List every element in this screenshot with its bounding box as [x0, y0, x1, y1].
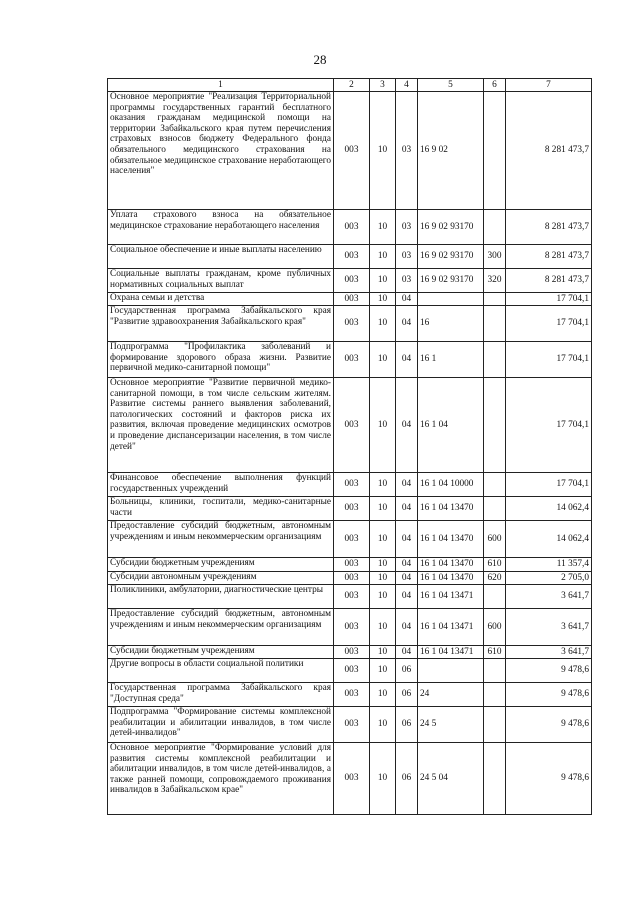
row-description: Социальное обеспечение и иные выплаты населению [108, 245, 334, 269]
target-article-code: 16 1 04 10000 [418, 473, 484, 497]
ministry-code: 003 [334, 585, 370, 609]
target-article-code [418, 293, 484, 306]
row-description: Субсидии бюджетным учреждениям [108, 558, 334, 572]
section-code: 10 [370, 245, 396, 269]
section-code: 10 [370, 707, 396, 743]
row-description: Больницы, клиники, госпитали, медико-санитарные части [108, 497, 334, 521]
section-code: 10 [370, 743, 396, 815]
ministry-code: 003 [334, 609, 370, 646]
amount: 8 281 473,7 [506, 269, 592, 293]
amount: 17 704,1 [506, 342, 592, 378]
target-article-code: 24 [418, 683, 484, 707]
ministry-code: 003 [334, 210, 370, 245]
row-description: Уплата страхового взноса на обязательное медицинское страхование неработающего населения [108, 210, 334, 245]
target-article-code: 16 9 02 [418, 92, 484, 210]
ministry-code: 003 [334, 306, 370, 342]
table-row [108, 497, 592, 521]
section-code: 10 [370, 210, 396, 245]
table-row [108, 293, 592, 306]
table-row [108, 585, 592, 609]
amount: 14 062,4 [506, 497, 592, 521]
subsection-code: 04 [396, 521, 418, 558]
target-article-code: 16 9 02 93170 [418, 210, 484, 245]
table-row [108, 659, 592, 683]
row-description: Поликлиники, амбулатории, диагностические центры [108, 585, 334, 609]
row-description: Основное мероприятие "Реализация Территориальной программы государственных гарантий бесплатного оказания гражданам медицинской помощи на территории Забайкальского края путем перечисления страховых взносов бюджету Федерального фонда обязательного медицинского страхования на обязательное медицинское страхование неработающего населения" [108, 92, 334, 210]
section-code: 10 [370, 609, 396, 646]
target-article-code: 16 9 02 93170 [418, 245, 484, 269]
table-row [108, 609, 592, 646]
section-code: 10 [370, 585, 396, 609]
expense-type-code: 600 [484, 521, 506, 558]
row-description: Субсидии бюджетным учреждениям [108, 646, 334, 659]
amount: 8 281 473,7 [506, 210, 592, 245]
budget-table [107, 78, 592, 815]
table-row [108, 646, 592, 659]
row-description: Основное мероприятие "Развитие первичной медико-санитарной помощи, в том числе сельским жителям. Развитие системы раннего выявления заболеваний, патологических состояний и факторов риска их развития, включая проведение медицинских осмотров и проведение диспансеризации населения, в том числе детей" [108, 378, 334, 473]
row-description: Охрана семьи и детства [108, 293, 334, 306]
target-article-code: 24 5 04 [418, 743, 484, 815]
amount: 9 478,6 [506, 707, 592, 743]
row-description: Социальные выплаты гражданам, кроме публичных нормативных социальных выплат [108, 269, 334, 293]
ministry-code: 003 [334, 293, 370, 306]
ministry-code: 003 [334, 245, 370, 269]
target-article-code: 16 1 04 13470 [418, 558, 484, 572]
table-row [108, 572, 592, 585]
expense-type-code: 610 [484, 646, 506, 659]
amount: 9 478,6 [506, 683, 592, 707]
table-row [108, 306, 592, 342]
section-code: 10 [370, 473, 396, 497]
amount: 9 478,6 [506, 743, 592, 815]
table-header-row [108, 79, 592, 92]
amount: 3 641,7 [506, 646, 592, 659]
target-article-code: 16 1 [418, 342, 484, 378]
subsection-code: 06 [396, 659, 418, 683]
section-code: 10 [370, 683, 396, 707]
amount: 2 705,0 [506, 572, 592, 585]
amount: 3 641,7 [506, 585, 592, 609]
row-description: Субсидии автономным учреждениям [108, 572, 334, 585]
ministry-code: 003 [334, 521, 370, 558]
expense-type-code [484, 743, 506, 815]
ministry-code: 003 [334, 646, 370, 659]
subsection-code: 06 [396, 743, 418, 815]
subsection-code: 03 [396, 92, 418, 210]
ministry-code: 003 [334, 473, 370, 497]
section-code: 10 [370, 269, 396, 293]
expense-type-code: 620 [484, 572, 506, 585]
table-row [108, 707, 592, 743]
subsection-code: 03 [396, 245, 418, 269]
section-code: 10 [370, 646, 396, 659]
target-article-code [418, 659, 484, 683]
subsection-code: 04 [396, 293, 418, 306]
target-article-code: 16 1 04 13470 [418, 572, 484, 585]
expense-type-code: 320 [484, 269, 506, 293]
column-header: 6 [484, 79, 506, 92]
target-article-code: 24 5 [418, 707, 484, 743]
expense-type-code [484, 378, 506, 473]
row-description: Государственная программа Забайкальского края "Развитие здравоохранения Забайкальского края" [108, 306, 334, 342]
table-row [108, 210, 592, 245]
column-header: 4 [396, 79, 418, 92]
subsection-code: 04 [396, 646, 418, 659]
table-row [108, 558, 592, 572]
expense-type-code: 600 [484, 609, 506, 646]
table-row [108, 473, 592, 497]
column-header: 2 [334, 79, 370, 92]
amount: 14 062,4 [506, 521, 592, 558]
expense-type-code [484, 473, 506, 497]
target-article-code: 16 1 04 13471 [418, 609, 484, 646]
row-description: Предоставление субсидий бюджетным, автономным учреждениям и иным некоммерческим организациям [108, 521, 334, 558]
ministry-code: 003 [334, 378, 370, 473]
expense-type-code [484, 293, 506, 306]
table-row [108, 743, 592, 815]
section-code: 10 [370, 92, 396, 210]
subsection-code: 04 [396, 558, 418, 572]
ministry-code: 003 [334, 497, 370, 521]
table-row [108, 92, 592, 210]
expense-type-code [484, 659, 506, 683]
target-article-code: 16 1 04 13470 [418, 497, 484, 521]
ministry-code: 003 [334, 683, 370, 707]
ministry-code: 003 [334, 92, 370, 210]
ministry-code: 003 [334, 707, 370, 743]
row-description: Основное мероприятие "Формирование условий для развития системы комплексной реабилитации и абилитации инвалидов, в том числе детей-инвалидов, а также ранней помощи, сопровождаемого проживания инвалидов в Забайкальском крае" [108, 743, 334, 815]
ministry-code: 003 [334, 342, 370, 378]
expense-type-code [484, 585, 506, 609]
subsection-code: 04 [396, 497, 418, 521]
amount: 8 281 473,7 [506, 92, 592, 210]
row-description: Государственная программа Забайкальского края "Доступная среда" [108, 683, 334, 707]
table-row [108, 378, 592, 473]
table-row [108, 683, 592, 707]
section-code: 10 [370, 521, 396, 558]
amount: 17 704,1 [506, 293, 592, 306]
subsection-code: 03 [396, 269, 418, 293]
subsection-code: 03 [396, 210, 418, 245]
ministry-code: 003 [334, 558, 370, 572]
page-number: 28 [313, 52, 327, 67]
section-code: 10 [370, 342, 396, 378]
column-header: 5 [418, 79, 484, 92]
column-header: 1 [108, 79, 334, 92]
amount: 8 281 473,7 [506, 245, 592, 269]
table-row [108, 342, 592, 378]
target-article-code: 16 1 04 13471 [418, 585, 484, 609]
expense-type-code [484, 306, 506, 342]
row-description: Финансовое обеспечение выполнения функций государственных учреждений [108, 473, 334, 497]
expense-type-code [484, 92, 506, 210]
section-code: 10 [370, 497, 396, 521]
amount: 17 704,1 [506, 378, 592, 473]
table-row [108, 521, 592, 558]
table-body [108, 92, 592, 815]
row-description: Подпрограмма "Профилактика заболеваний и формирование здорового образа жизни. Развитие первичной медико-санитарной помощи" [108, 342, 334, 378]
row-description: Предоставление субсидий бюджетным, автономным учреждениям и иным некоммерческим организациям [108, 609, 334, 646]
target-article-code: 16 [418, 306, 484, 342]
amount: 17 704,1 [506, 306, 592, 342]
section-code: 10 [370, 659, 396, 683]
expense-type-code: 300 [484, 245, 506, 269]
section-code: 10 [370, 293, 396, 306]
column-header: 3 [370, 79, 396, 92]
expense-type-code [484, 342, 506, 378]
subsection-code: 06 [396, 707, 418, 743]
target-article-code: 16 1 04 [418, 378, 484, 473]
subsection-code: 04 [396, 585, 418, 609]
amount: 3 641,7 [506, 609, 592, 646]
ministry-code: 003 [334, 659, 370, 683]
subsection-code: 04 [396, 473, 418, 497]
target-article-code: 16 1 04 13471 [418, 646, 484, 659]
section-code: 10 [370, 306, 396, 342]
amount: 11 357,4 [506, 558, 592, 572]
expense-type-code [484, 210, 506, 245]
row-description: Подпрограмма "Формирование системы комплексной реабилитации и абилитации инвалидов, в том числе детей-инвалидов" [108, 707, 334, 743]
expense-type-code: 610 [484, 558, 506, 572]
target-article-code: 16 1 04 13470 [418, 521, 484, 558]
target-article-code: 16 9 02 93170 [418, 269, 484, 293]
subsection-code: 04 [396, 378, 418, 473]
section-code: 10 [370, 378, 396, 473]
amount: 9 478,6 [506, 659, 592, 683]
ministry-code: 003 [334, 269, 370, 293]
section-code: 10 [370, 558, 396, 572]
expense-type-code [484, 497, 506, 521]
table-row [108, 245, 592, 269]
ministry-code: 003 [334, 743, 370, 815]
subsection-code: 04 [396, 342, 418, 378]
subsection-code: 04 [396, 306, 418, 342]
table-row [108, 269, 592, 293]
subsection-code: 04 [396, 572, 418, 585]
ministry-code: 003 [334, 572, 370, 585]
expense-type-code [484, 683, 506, 707]
subsection-code: 06 [396, 683, 418, 707]
amount: 17 704,1 [506, 473, 592, 497]
section-code: 10 [370, 572, 396, 585]
row-description: Другие вопросы в области социальной политики [108, 659, 334, 683]
subsection-code: 04 [396, 609, 418, 646]
expense-type-code [484, 707, 506, 743]
column-header: 7 [506, 79, 592, 92]
